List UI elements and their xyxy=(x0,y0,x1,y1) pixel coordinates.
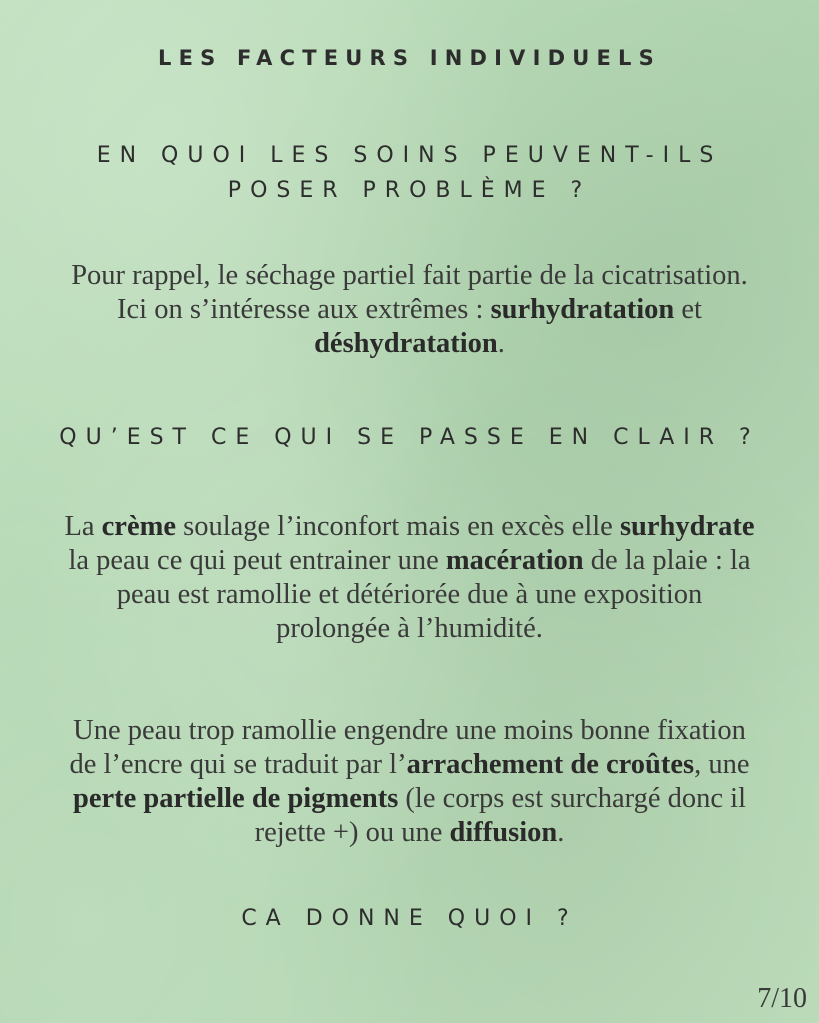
section-heading-soins xyxy=(0,138,819,208)
bold-term: déshydratation xyxy=(314,328,498,359)
bold-term: diffusion xyxy=(449,817,558,848)
section-heading-ca-donne-quoi: CA DONNE QUOI ? xyxy=(241,906,578,931)
text-run: Pour rappel, le séchage partiel fait partie de la cicatrisation. Ici on s’intéresse aux extrêmes : xyxy=(71,260,748,325)
section-heading-en-clair: QU’EST CE QUI SE PASSE EN CLAIR ? xyxy=(59,425,760,450)
paragraph-creme xyxy=(60,510,759,646)
bold-term: macération xyxy=(445,545,584,576)
text-run: Une peau trop ramollie engendre une moins bonne fixation de l’encre qui se traduit par l’ xyxy=(69,715,746,780)
text-run: soulage l’inconfort mais en excès elle xyxy=(175,511,620,542)
bold-term: surhydrate xyxy=(619,511,755,542)
text-run: la peau ce qui peut entrainer une xyxy=(68,545,446,576)
bold-term: arrachement de croûtes xyxy=(406,749,695,780)
text-run: . xyxy=(557,817,565,848)
bold-term: perte partielle de pigments xyxy=(72,783,399,814)
text-run: et xyxy=(674,294,702,325)
paragraph-peau-ramollie xyxy=(60,714,759,850)
text-run: , une xyxy=(694,749,750,780)
bold-term: crème xyxy=(101,511,176,542)
page-indicator: 7/10 xyxy=(757,983,807,1014)
bold-term: surhydratation xyxy=(490,294,675,325)
text-run: . xyxy=(497,328,505,359)
section-heading-line-2: POSER PROBLÈME ? xyxy=(227,178,592,203)
section-heading-line-1: EN QUOI LES SOINS PEUVENT-ILS xyxy=(96,143,723,168)
paragraph-rappel xyxy=(60,259,759,361)
text-run: La xyxy=(64,511,102,542)
text-run: de la plaie : la peau est ramollie et détériorée due à une exposition prolongée à l’humidité. xyxy=(116,545,751,644)
page-title: LES FACTEURS INDIVIDUELS xyxy=(158,46,661,70)
text-run: (le corps est surchargé donc il rejette +) ou une xyxy=(254,783,746,848)
